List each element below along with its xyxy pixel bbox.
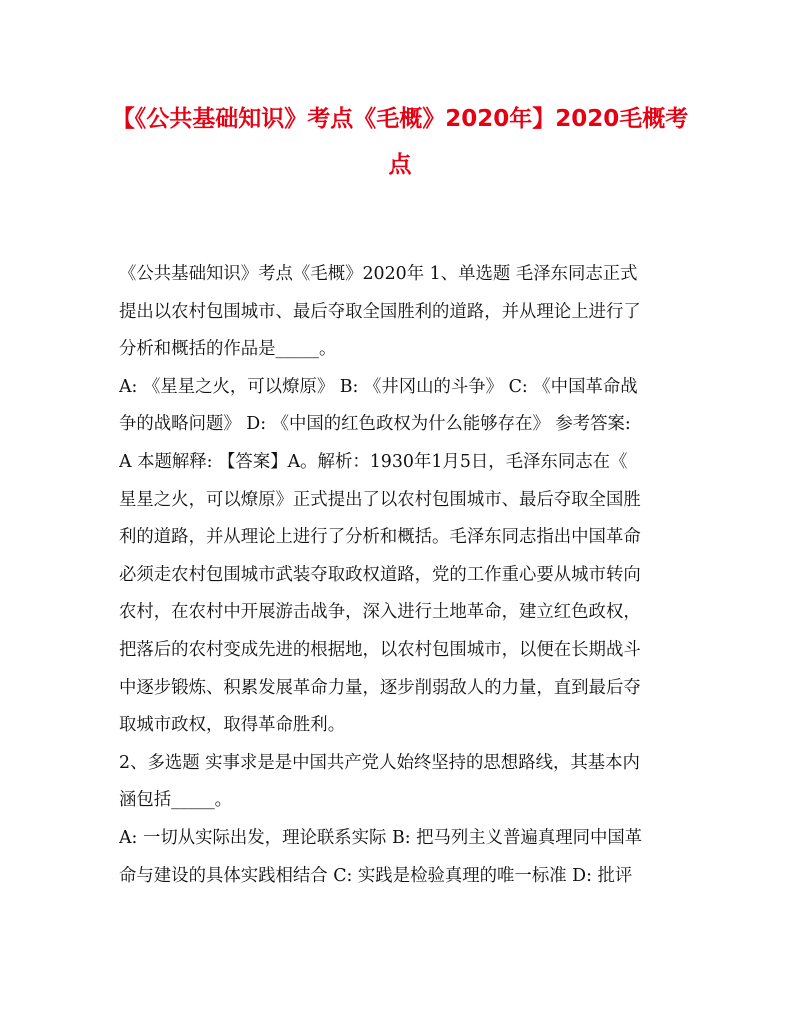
text-line: A 本题解释: 【答案】A。解析：1930年1月5日，毛泽东同志在《 bbox=[119, 451, 628, 472]
text-line: 星星之火，可以燎原》正式提出了以农村包围城市、最后夺取全国胜 bbox=[119, 489, 641, 510]
text-line: 提出以农村包围城市、最后夺取全国胜利的道路，并从理论上进行了 bbox=[119, 301, 641, 322]
text-line: 把落后的农村变成先进的根据地，以农村包围城市，以便在长期战斗 bbox=[119, 639, 641, 660]
text-line: 命与建设的具体实践相结合 C: 实践是检验真理的唯一标准 D: 批评 bbox=[119, 865, 633, 886]
text-line: A: 《星星之火，可以燎原》 B: 《井冈山的斗争》 C: 《中国革命战 bbox=[119, 376, 638, 397]
text-line: 农村，在农村中开展游击战争，深入进行土地革命，建立红色政权， bbox=[119, 602, 641, 623]
text-line: 争的战略问题》 D: 《中国的红色政权为什么能够存在》 参考答案: bbox=[119, 414, 631, 435]
text-line: 分析和概括的作品是_____。 bbox=[119, 339, 337, 360]
text-line: 2、多选题 实事求是是中国共产党人始终坚持的思想路线，其基本内 bbox=[119, 752, 640, 773]
document-title: 【《公共基础知识》考点《毛概》2020年】2020毛概考点 bbox=[111, 106, 689, 178]
text-line: A: 一切从实际出发，理论联系实际 B: 把马列主义普遍真理同中国革 bbox=[119, 827, 643, 848]
text-line: 取城市政权，取得革命胜利。 bbox=[119, 715, 346, 736]
text-line: 中逐步锻炼、积累发展革命力量，逐步削弱敌人的力量，直到最后夺 bbox=[119, 677, 641, 698]
document-body bbox=[119, 256, 689, 895]
text-line: 涵包括_____。 bbox=[119, 790, 233, 811]
text-line: 必须走农村包围城市武装夺取政权道路，党的工作重心要从城市转向 bbox=[119, 564, 641, 585]
text-line: 《公共基础知识》考点《毛概》2020年 1、单选题 毛泽东同志正式 bbox=[119, 264, 638, 284]
text-line: 利的道路，并从理论上进行了分析和概括。毛泽东同志指出中国革命 bbox=[119, 527, 641, 548]
